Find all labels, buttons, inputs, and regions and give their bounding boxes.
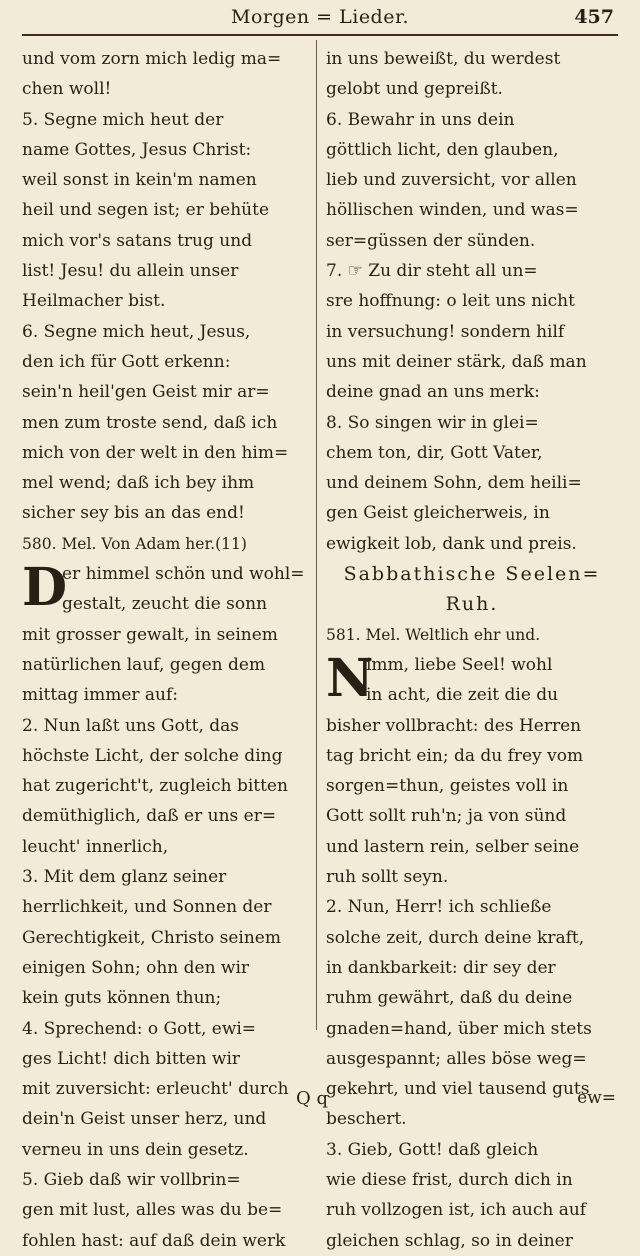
header-rule (22, 34, 618, 36)
text-line: mel wend; daß ich bey ihm (22, 473, 255, 494)
text-line: sein'n heil'gen Geist mir ar= (22, 382, 270, 403)
text-line: solche zeit, durch deine kraft, (326, 927, 585, 948)
text-line: 5. Segne mich heut der (22, 109, 224, 130)
text-line: mittag immer auf: (22, 685, 179, 706)
text-line: weil sonst in kein'm namen (22, 170, 257, 191)
text-line: wie diese frist, durch dich in (326, 1169, 573, 1190)
text-line: chem ton, dir, Gott Vater, (326, 442, 543, 463)
text-line: 6. Bewahr in uns dein (326, 109, 515, 130)
text-line: in uns beweißt, du werdest (326, 49, 561, 69)
text-line: imm, liebe Seel! wohl (366, 654, 553, 675)
text-line: in acht, die zeit die du (366, 685, 559, 706)
text-line: Sabbathische Seelen= (343, 563, 601, 586)
text-line: gen mit lust, alles was du be= (22, 1200, 283, 1221)
text-line: sre hoffnung: o leit uns nicht (326, 291, 575, 312)
text-line: mit zuversicht: erleucht' durch (22, 1079, 289, 1100)
text-line: in versuchung! sondern hilf (326, 321, 565, 342)
page-header (22, 4, 618, 34)
text-line: ausgespannt; alles böse weg= (326, 1048, 587, 1069)
text-line: gen Geist gleicherweis, in (326, 503, 550, 524)
text-line: 4. Sprechend: o Gott, ewi= (22, 1018, 257, 1039)
text-line: Ruh. (445, 593, 499, 616)
page-number: 457 (574, 6, 614, 28)
text-line: einigen Sohn; ohn den wir (22, 957, 250, 978)
text-line: 2. Nun, Herr! ich schließe (326, 897, 552, 918)
text-line: Heilmacher bist. (22, 291, 166, 312)
column-divider (316, 40, 317, 1030)
text-line: beschert. (326, 1109, 407, 1130)
text-line: er himmel schön und wohl= (62, 564, 305, 585)
text-line: sicher sey bis an das end! (22, 503, 245, 524)
text-line: ser=güssen der sünden. (326, 230, 536, 251)
text-line: mit grosser gewalt, in seinem (22, 624, 278, 645)
text-line: name Gottes, Jesus Christ: (22, 139, 252, 160)
text-line: Gerechtigkeit, Christo seinem (22, 927, 281, 948)
hymn-581-body (326, 650, 618, 1256)
text-line: men zum troste send, daß ich (22, 412, 278, 433)
text-line: herrlichkeit, und Sonnen der (22, 897, 272, 918)
text-line: fohlen hast: auf daß dein werk (22, 1230, 286, 1251)
text-line: sorgen=thun, geistes voll in (326, 776, 569, 797)
text-line: gelobt und gepreißt. (326, 79, 503, 100)
text-line: ruh vollzogen ist, ich auch auf (326, 1200, 587, 1221)
text-line: 7. ☞ Zu dir steht all un= (326, 261, 538, 282)
text-line: list! Jesu! du allein unser (22, 261, 239, 282)
text-line: und vom zorn mich ledig ma= (22, 49, 282, 69)
right-hymn-continuation (326, 44, 618, 559)
text-line: kein guts können thun; (22, 988, 222, 1009)
text-line: chen woll! (22, 79, 112, 100)
text-line: gekehrt, und viel tausend guts (326, 1079, 590, 1100)
text-line: 5. Gieb daß wir vollbrin= (22, 1169, 241, 1190)
page-footer (0, 1080, 640, 1120)
text-line: leucht' innerlich, (22, 836, 169, 857)
running-head: Morgen = Lieder. (231, 6, 409, 28)
text-line: ewigkeit lob, dank und preis. (326, 533, 577, 554)
text-line: höllischen winden, und was= (326, 200, 579, 221)
left-column (22, 44, 308, 1256)
text-line: göttlich licht, den glauben, (326, 139, 559, 160)
text-line: heil und segen ist; er behüte (22, 200, 269, 221)
section-title (326, 559, 618, 620)
text-line: 3. Gieb, Gott! daß gleich (326, 1139, 539, 1160)
hymn-580-body (22, 559, 308, 1256)
text-line: den ich für Gott erkenn: (22, 351, 231, 372)
text-line: 8. So singen wir in glei= (326, 412, 539, 433)
hymn-581-verses (326, 650, 618, 1256)
text-line: 3. Mit dem glanz seiner (22, 867, 227, 888)
text-line: hat zugericht't, zugleich bitten (22, 776, 288, 797)
text-line: gnaden=hand, über mich stets (326, 1018, 592, 1039)
text-line: natürlichen lauf, gegen dem (22, 654, 266, 675)
text-line: mich vor's satans trug und (22, 230, 253, 251)
text-line: ruhm gewährt, daß du deine (326, 988, 573, 1009)
text-line: 6. Segne mich heut, Jesus, (22, 321, 251, 342)
text-line: demüthiglich, daß er uns er= (22, 806, 277, 827)
text-line: mich von der welt in den him= (22, 442, 289, 463)
text-line: dein'n Geist unser herz, und (22, 1109, 267, 1130)
left-hymn-continuation (22, 44, 308, 529)
text-line: höchste Licht, der solche ding (22, 745, 283, 766)
text-line: deine gnad an uns merk: (326, 382, 540, 403)
text-line: verneu in uns dein gesetz. (22, 1139, 249, 1160)
hymn-580-dropcap: D (22, 559, 68, 619)
text-line: bisher vollbracht: des Herren (326, 715, 582, 736)
text-line: und lastern rein, selber seine (326, 836, 580, 857)
text-line: tag bricht ein; da du frey vom (326, 745, 584, 766)
text-line: ruh sollt seyn. (326, 867, 449, 888)
text-line: uns mit deiner stärk, daß man (326, 351, 587, 372)
catchword: ew= (577, 1088, 616, 1108)
hymn-581-heading: 581. Mel. Weltlich ehr und. (326, 625, 541, 644)
text-line: in dankbarkeit: dir sey der (326, 957, 556, 978)
text-line: 2. Nun laßt uns Gott, das (22, 715, 240, 736)
text-line: gleichen schlag, so in deiner (326, 1230, 573, 1251)
text-line: ges Licht! dich bitten wir (22, 1048, 241, 1069)
right-column (326, 44, 618, 1256)
hymn-580-heading: 580. Mel. Von Adam her.(11) (22, 534, 247, 553)
hymn-581-dropcap: N (326, 649, 374, 709)
text-line: gestalt, zeucht die sonn (62, 594, 268, 615)
text-line: Gott sollt ruh'n; ja von sünd (326, 806, 567, 827)
text-line: und deinem Sohn, dem heili= (326, 473, 582, 494)
text-line: lieb und zuversicht, vor allen (326, 170, 577, 191)
signature-mark: Q q (296, 1088, 329, 1109)
hymn-580-verses (22, 559, 308, 1256)
